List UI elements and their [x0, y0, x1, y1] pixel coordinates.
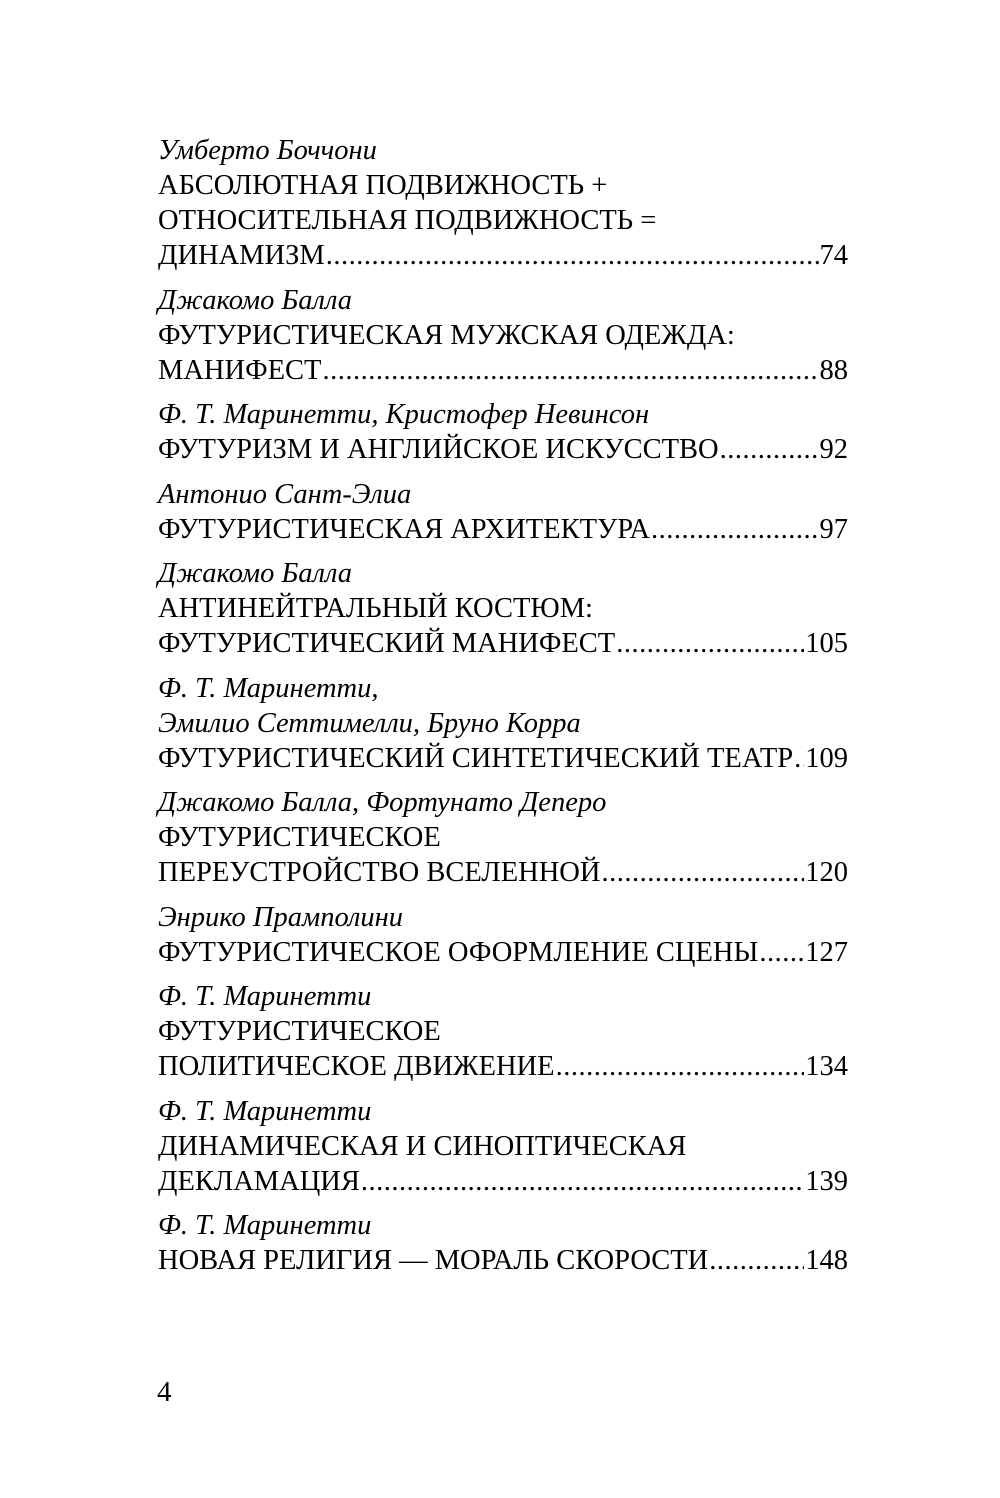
toc-entry-title-row	[158, 1164, 848, 1199]
toc-entry-title-row	[158, 855, 848, 890]
dot-leader	[326, 238, 819, 273]
toc-entry-title-row	[158, 238, 848, 273]
toc-entry	[158, 133, 848, 273]
toc-entry	[158, 477, 848, 547]
table-of-contents	[158, 133, 848, 1288]
toc-entry	[158, 1094, 848, 1199]
toc-entry	[158, 900, 848, 970]
toc-entry-title: ФУТУРИСТИЧЕСКИЙ СИНТЕТИЧЕСКИЙ ТЕАТР	[158, 742, 794, 774]
toc-entry	[158, 556, 848, 661]
toc-entry-title: ДИНАМИЗМ	[158, 240, 325, 271]
toc-entry-page: 97	[819, 513, 848, 545]
toc-entry-page: 109	[805, 742, 848, 774]
toc-entry-title-row	[158, 626, 848, 661]
toc-entry-page: 74	[819, 240, 848, 271]
dot-leader	[759, 935, 804, 970]
dot-leader	[709, 1243, 804, 1278]
toc-entry	[158, 785, 848, 890]
toc-entry-author: Антонио Сант-Элиа	[158, 478, 412, 510]
toc-entry-author: Ф. Т. Маринетти	[158, 1095, 372, 1127]
toc-entry-title: ФУТУРИЗМ И АНГЛИЙСКОЕ ИСКУССТВО	[158, 434, 719, 465]
toc-entry-title: ДЕКЛАМАЦИЯ	[158, 1165, 360, 1197]
toc-entry-title: ПЕРЕУСТРОЙСТВО ВСЕЛЕННОЙ	[158, 857, 601, 888]
toc-entry-title: ФУТУРИСТИЧЕСКАЯ АРХИТЕКТУРА	[158, 513, 650, 545]
toc-entry	[158, 1208, 848, 1278]
toc-entry-page: 139	[805, 1165, 848, 1197]
page-number: 4	[157, 1376, 172, 1408]
toc-entry-title-row	[158, 512, 848, 547]
toc-entry-title: ДИНАМИЧЕСКАЯ И СИНОПТИЧЕСКАЯ	[158, 1130, 687, 1162]
dot-leader	[794, 741, 804, 776]
toc-entry-author: Эмилио Сеттимелли, Бруно Корра	[158, 707, 581, 739]
toc-entry-page: 105	[805, 628, 848, 659]
toc-entry-title: АНТИНЕЙТРАЛЬНЫЙ КОСТЮМ:	[158, 593, 593, 624]
toc-entry-author: Ф. Т. Маринетти	[158, 981, 372, 1012]
dot-leader	[601, 855, 804, 890]
toc-entry-title: ФУТУРИСТИЧЕСКОЕ ОФОРМЛЕНИЕ СЦЕНЫ	[158, 936, 759, 968]
dot-leader	[651, 512, 819, 547]
toc-entry-title-row	[158, 741, 848, 776]
dot-leader	[720, 432, 819, 467]
toc-entry-page: 88	[819, 354, 848, 386]
toc-entry	[158, 979, 848, 1084]
toc-entry-title: НОВАЯ РЕЛИГИЯ — МОРАЛЬ СКОРОСТИ	[158, 1245, 709, 1276]
toc-entry-page: 148	[805, 1245, 848, 1276]
toc-entry-author: Джакомо Балла	[158, 558, 353, 589]
toc-entry-title-row	[158, 1243, 848, 1278]
toc-entry-title: ФУТУРИСТИЧЕСКОЕ	[158, 822, 441, 853]
toc-entry-title-row	[158, 432, 848, 467]
toc-entry-author: Ф. Т. Маринетти, Кристофер Невинсон	[158, 399, 650, 430]
toc-entry-page: 92	[819, 434, 848, 465]
toc-entry-title: ФУТУРИСТИЧЕСКОЕ	[158, 1016, 441, 1047]
dot-leader	[616, 626, 804, 661]
toc-entry-title: МАНИФЕСТ	[158, 354, 322, 386]
toc-entry-title: ПОЛИТИЧЕСКОЕ ДВИЖЕНИЕ	[158, 1051, 555, 1082]
toc-entry-title: ОТНОСИТЕЛЬНАЯ ПОДВИЖНОСТЬ =	[158, 205, 657, 236]
toc-entry-page: 120	[805, 857, 848, 888]
dot-leader	[322, 353, 818, 388]
toc-entry-author: Ф. Т. Маринетти	[158, 1210, 372, 1241]
toc-entry-author: Джакомо Балла, Фортунато Деперо	[158, 787, 607, 818]
toc-entry-page: 127	[805, 936, 848, 968]
toc-entry-page: 134	[805, 1051, 848, 1082]
toc-entry-author: Ф. Т. Маринетти,	[158, 672, 379, 704]
toc-entry	[158, 671, 848, 776]
toc-entry-title: АБСОЛЮТНАЯ ПОДВИЖНОСТЬ +	[158, 170, 608, 201]
dot-leader	[361, 1164, 804, 1199]
toc-entry-author: Умберто Боччони	[158, 135, 377, 166]
toc-entry-title: ФУТУРИСТИЧЕСКАЯ МУЖСКАЯ ОДЕЖДА:	[158, 319, 735, 351]
toc-entry-title-row	[158, 353, 848, 388]
toc-entry-author: Энрико Прамполини	[158, 901, 404, 933]
toc-entry-author: Джакомо Балла	[158, 284, 353, 316]
toc-entry	[158, 283, 848, 388]
dot-leader	[556, 1049, 805, 1084]
toc-entry	[158, 397, 848, 467]
toc-entry-title-row	[158, 935, 848, 970]
toc-entry-title-row	[158, 1049, 848, 1084]
toc-entry-title: ФУТУРИСТИЧЕСКИЙ МАНИФЕСТ	[158, 628, 616, 659]
